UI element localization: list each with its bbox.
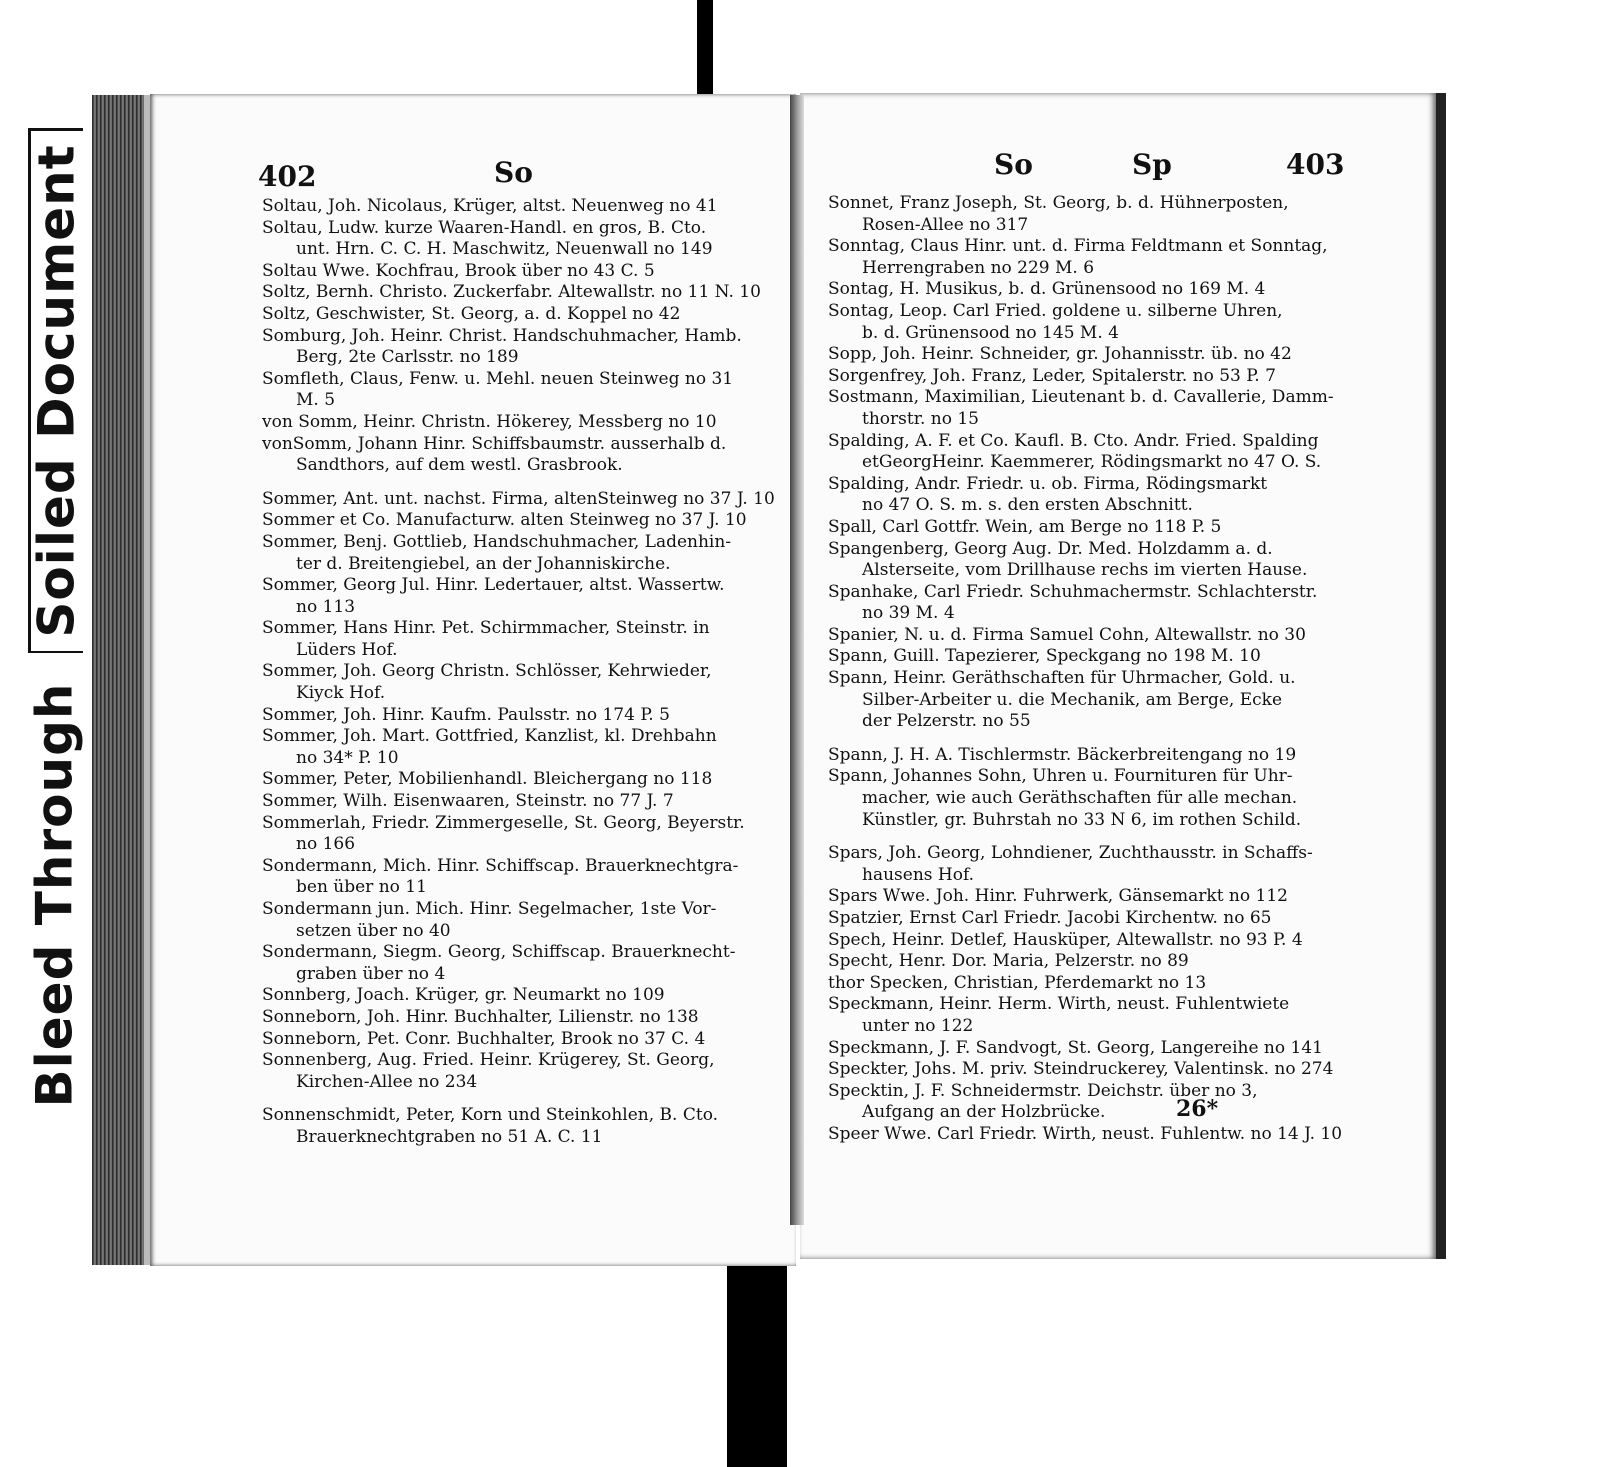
directory-entry xyxy=(828,625,1333,647)
entry-line: Soltau, Ludw. kurze Waaren-Handl. en gros, B. Cto. xyxy=(262,217,707,238)
entry-continuation: M. 5 xyxy=(296,390,336,411)
entry-line: Sommer et Co. Manufacturw. alten Steinweg no 37 J. 10 xyxy=(262,510,747,531)
entry-line: Soltz, Bernh. Christo. Zuckerfabr. Altewallstr. no 11 N. 10 xyxy=(262,282,761,303)
entry-continuation: macher, wie auch Geräthschaften für alle mechan. xyxy=(862,788,1298,809)
entry-line: Somburg, Joh. Heinr. Christ. Handschuhmacher, Hamb. xyxy=(262,325,742,346)
entry-continuation: Kiyck Hof. xyxy=(296,683,386,704)
directory-entry xyxy=(828,279,1333,301)
entry-line: Sommer, Wilh. Eisenwaaren, Steinstr. no 77 J. 7 xyxy=(262,791,674,812)
entry-line: Speckmann, J. F. Sandvogt, St. Georg, Langereihe no 141 xyxy=(828,1037,1323,1058)
directory-entry xyxy=(262,856,782,899)
side-label xyxy=(0,0,90,1467)
entry-line: von Somm, Heinr. Christn. Hökerey, Messberg no 10 xyxy=(262,411,717,432)
directory-entry xyxy=(262,1105,782,1148)
entry-line: Sontag, H. Musikus, b. d. Grünensood no 169 M. 4 xyxy=(828,279,1266,300)
entry-line: Spech, Heinr. Detlef, Hausküper, Altewallstr. no 93 P. 4 xyxy=(828,929,1303,950)
entry-continuation: Künstler, gr. Buhrstah no 33 N 6, im rothen Schild. xyxy=(862,809,1302,830)
entry-continuation: Lüders Hof. xyxy=(296,639,398,660)
left-page-number: 402 xyxy=(258,160,317,193)
directory-entry xyxy=(828,236,1333,279)
entry-line: Specht, Henr. Dor. Maria, Pelzerstr. no 89 xyxy=(828,951,1189,972)
entry-continuation: no 113 xyxy=(296,596,356,617)
entry-line: Sonnenschmidt, Peter, Korn und Steinkohlen, B. Cto. xyxy=(262,1105,719,1126)
entry-line: Sorgenfrey, Joh. Franz, Leder, Spitalerstr. no 53 P. 7 xyxy=(828,365,1276,386)
entry-continuation: setzen über no 40 xyxy=(296,920,451,941)
directory-entry xyxy=(262,489,782,511)
entry-line: Sommer, Benj. Gottlieb, Handschuhmacher, Ladenhin- xyxy=(262,531,732,552)
directory-entry xyxy=(262,282,782,304)
entry-line: Sonneborn, Pet. Conr. Buchhalter, Brook no 37 C. 4 xyxy=(262,1028,706,1049)
directory-entry xyxy=(828,474,1333,517)
directory-entry xyxy=(262,769,782,791)
directory-entry xyxy=(262,618,782,661)
left-page-heading: So xyxy=(494,156,533,189)
directory-entry xyxy=(828,539,1333,582)
side-label-bottom-box xyxy=(25,660,83,1130)
entry-line: Spalding, Andr. Friedr. u. ob. Firma, Rödingsmarkt xyxy=(828,473,1268,494)
directory-entry xyxy=(828,766,1333,809)
entry-line: Speckmann, Heinr. Herm. Wirth, neust. Fuhlentwiete xyxy=(828,994,1290,1015)
directory-entry xyxy=(262,412,782,434)
directory-entry xyxy=(828,387,1333,430)
directory-entry xyxy=(262,532,782,575)
book-spine-top xyxy=(697,0,713,96)
directory-entry xyxy=(262,218,782,261)
entry-continuation: no 166 xyxy=(296,834,356,855)
directory-entry xyxy=(828,344,1333,366)
directory-entry xyxy=(262,575,782,618)
directory-entry xyxy=(828,1038,1333,1060)
entry-line: Soltz, Geschwister, St. Georg, a. d. Koppel no 42 xyxy=(262,303,681,324)
directory-entry xyxy=(828,1123,1343,1146)
entry-continuation: thorstr. no 15 xyxy=(862,408,979,429)
directory-entry xyxy=(262,791,782,813)
directory-entry xyxy=(828,1081,1333,1124)
entry-line: Sondermann, Mich. Hinr. Schiffscap. Brauerknechtgra- xyxy=(262,855,739,876)
entry-line: Spann, Johannes Sohn, Uhren u. Fournituren für Uhr- xyxy=(828,766,1293,787)
directory-entry xyxy=(262,726,782,769)
book-gutter xyxy=(790,95,804,1225)
entry-line: Sontag, Leop. Carl Fried. goldene u. silberne Uhren, xyxy=(828,300,1283,321)
right-page-heading-left: So xyxy=(994,148,1033,181)
side-label-bleed-through: Bleed Through xyxy=(25,682,83,1108)
side-label-top-box xyxy=(28,128,87,653)
entry-continuation: no 34* P. 10 xyxy=(296,747,399,768)
entry-line: Sostmann, Maximilian, Lieutenant b. d. Cavallerie, Damm- xyxy=(828,387,1334,408)
entry-line: Sommer, Georg Jul. Hinr. Ledertauer, altst. Wassertw. xyxy=(262,575,725,596)
entry-line: Spars, Joh. Georg, Lohndiener, Zuchthausstr. in Schaffs- xyxy=(828,843,1313,864)
directory-entry xyxy=(828,517,1333,539)
directory-entry xyxy=(262,434,782,477)
entry-line: Sommerlah, Friedr. Zimmergeselle, St. Georg, Beyerstr. xyxy=(262,812,745,833)
directory-entry xyxy=(828,973,1333,995)
entry-line: Sommer, Joh. Georg Christn. Schlösser, Kehrwieder, xyxy=(262,661,712,682)
entry-continuation: Alsterseite, vom Drillhause rechs im vierten Hause. xyxy=(862,560,1308,581)
directory-entry xyxy=(828,1059,1333,1081)
entry-line: Somfleth, Claus, Fenw. u. Mehl. neuen Steinweg no 31 xyxy=(262,368,734,389)
directory-entry xyxy=(828,843,1333,886)
directory-entry xyxy=(262,510,782,532)
entry-line: Sommer, Hans Hinr. Pet. Schirmmacher, Steinstr. in xyxy=(262,618,710,639)
entry-line: Sommer, Peter, Mobilienhandl. Bleichergang no 118 xyxy=(262,769,713,790)
entry-line: Sonnenberg, Aug. Fried. Heinr. Krügerey, St. Georg, xyxy=(262,1050,715,1071)
entry-line: Sommer, Joh. Mart. Gottfried, Kanzlist, kl. Drehbahn xyxy=(262,726,717,747)
entry-line: Spalding, A. F. et Co. Kaufl. B. Cto. Andr. Fried. Spalding xyxy=(828,430,1319,451)
directory-entry xyxy=(828,810,1333,832)
right-page-number: 403 xyxy=(1286,148,1345,181)
entry-line: Sommer, Ant. unt. nachst. Firma, altenSteinweg no 37 J. 10 xyxy=(262,488,775,509)
entry-line: Spann, J. H. A. Tischlermstr. Bäckerbreitengang no 19 xyxy=(828,744,1297,765)
entry-line: Sondermann jun. Mich. Hinr. Segelmacher, 1ste Vor- xyxy=(262,899,717,919)
directory-entry xyxy=(262,1007,782,1029)
entry-continuation: no 39 M. 4 xyxy=(862,603,955,624)
entry-continuation: ben über no 11 xyxy=(296,877,427,898)
directory-entry xyxy=(828,193,1333,236)
left-entry-list xyxy=(262,196,782,1149)
entry-continuation: ter d. Breitengiebel, an der Johanniskirche. xyxy=(296,553,671,574)
entry-line: Sonntag, Claus Hinr. unt. d. Firma Feldtmann et Sonntag, xyxy=(828,236,1328,257)
directory-entry xyxy=(262,705,782,727)
entry-continuation: b. d. Grünensood no 145 M. 4 xyxy=(862,322,1119,343)
entry-continuation: graben über no 4 xyxy=(296,963,446,984)
directory-entry xyxy=(262,661,782,704)
directory-entry xyxy=(262,813,782,856)
entry-continuation: Sandthors, auf dem westl. Grasbrook. xyxy=(296,455,623,476)
entry-continuation: Rosen-Allee no 317 xyxy=(862,214,1029,235)
entry-line: thor Specken, Christian, Pferdemarkt no 13 xyxy=(828,972,1207,993)
side-label-soiled-document: Soiled Document xyxy=(28,144,87,638)
entry-line: Sonnberg, Joach. Krüger, gr. Neumarkt no 109 xyxy=(262,985,665,1006)
entry-continuation: Herrengraben no 229 M. 6 xyxy=(862,257,1095,278)
entry-line: vonSomm, Johann Hinr. Schiffsbaumstr. ausserhalb d. xyxy=(262,433,727,454)
entry-line: Speckter, Johs. M. priv. Steindruckerey, Valentinsk. no 274 xyxy=(828,1059,1334,1080)
entry-continuation: etGeorgHeinr. Kaemmerer, Rödingsmarkt no 47 O. S. xyxy=(862,452,1322,473)
entry-line: Sondermann, Siegm. Georg, Schiffscap. Brauerknecht- xyxy=(262,942,736,963)
directory-entry xyxy=(828,745,1333,767)
entry-continuation: unt. Hrn. C. C. H. Maschwitz, Neuenwall no 149 xyxy=(296,239,713,260)
entry-line: Soltau, Joh. Nicolaus, Krüger, altst. Neuenweg no 41 xyxy=(262,196,718,216)
directory-entry xyxy=(828,646,1333,668)
entry-continuation: hausens Hof. xyxy=(862,864,975,885)
entry-line: Spanhake, Carl Friedr. Schuhmachermstr. Schlachterstr. xyxy=(828,581,1318,602)
right-page-heading-right: Sp xyxy=(1132,148,1172,181)
entry-line: Spann, Heinr. Geräthschaften für Uhrmacher, Gold. u. xyxy=(828,668,1296,689)
entry-continuation: Aufgang an der Holzbrücke. xyxy=(862,1102,1106,1123)
entry-continuation: der Pelzerstr. no 55 xyxy=(862,711,1031,732)
directory-entry xyxy=(828,366,1333,388)
directory-entry xyxy=(262,261,782,283)
directory-entry xyxy=(262,985,782,1007)
directory-entry xyxy=(828,908,1333,930)
directory-entry xyxy=(262,196,782,218)
entry-continuation: no 47 O. S. m. s. den ersten Abschnitt. xyxy=(862,495,1193,516)
entry-continuation: Silber-Arbeiter u. die Mechanik, am Berge, Ecke xyxy=(862,689,1283,710)
directory-entry xyxy=(828,582,1333,625)
entry-line: Sommer, Joh. Hinr. Kaufm. Paulsstr. no 174 P. 5 xyxy=(262,704,670,725)
directory-entry xyxy=(262,899,782,942)
directory-entry xyxy=(262,1029,782,1051)
entry-line: Spars Wwe. Joh. Hinr. Fuhrwerk, Gänsemarkt no 112 xyxy=(828,886,1288,907)
entry-line: Spatzier, Ernst Carl Friedr. Jacobi Kirchentw. no 65 xyxy=(828,908,1272,928)
directory-entry xyxy=(262,942,782,985)
entry-line: Sonnet, Franz Joseph, St. Georg, b. d. Hühnerposten, xyxy=(828,193,1289,213)
entry-line: Sopp, Joh. Heinr. Schneider, gr. Johannisstr. üb. no 42 xyxy=(828,344,1292,365)
right-entry-list xyxy=(828,193,1343,1146)
entry-continuation: Kirchen-Allee no 234 xyxy=(296,1071,478,1092)
page-edges xyxy=(92,95,154,1265)
directory-entry xyxy=(828,886,1333,908)
entry-continuation: Berg, 2te Carlsstr. no 189 xyxy=(296,347,519,368)
entry-continuation: unter no 122 xyxy=(862,1015,974,1036)
directory-entry xyxy=(828,431,1333,474)
directory-entry xyxy=(262,1050,782,1093)
directory-entry xyxy=(262,369,782,412)
directory-entry xyxy=(828,668,1333,711)
entry-line: Spann, Guill. Tapezierer, Speckgang no 198 M. 10 xyxy=(828,646,1261,667)
entry-line: Spall, Carl Gottfr. Wein, am Berge no 118 P. 5 xyxy=(828,516,1222,537)
entry-line: Soltau Wwe. Kochfrau, Brook über no 43 C. 5 xyxy=(262,260,655,281)
entry-line: Specktin, J. F. Schneidermstr. Deichstr. über no 3, xyxy=(828,1080,1258,1101)
entry-line: Spangenberg, Georg Aug. Dr. Med. Holzdamm a. d. xyxy=(828,538,1273,559)
entry-line: Sonneborn, Joh. Hinr. Buchhalter, Lilienstr. no 138 xyxy=(262,1006,699,1027)
directory-entry xyxy=(262,326,782,369)
directory-entry xyxy=(828,930,1333,952)
entry-continuation: Brauerknechtgraben no 51 A. C. 11 xyxy=(296,1126,603,1147)
directory-entry xyxy=(828,951,1333,973)
directory-entry xyxy=(828,301,1333,344)
directory-entry xyxy=(262,304,782,326)
entry-line: Speer Wwe. Carl Friedr. Wirth, neust. Fuhlentw. no 14 J. 10 xyxy=(828,1123,1343,1144)
directory-entry xyxy=(828,994,1333,1037)
entry-line: Spanier, N. u. d. Firma Samuel Cohn, Altewallstr. no 30 xyxy=(828,624,1306,645)
signature-mark: 26* xyxy=(1176,1096,1219,1122)
directory-entry xyxy=(828,711,1333,733)
